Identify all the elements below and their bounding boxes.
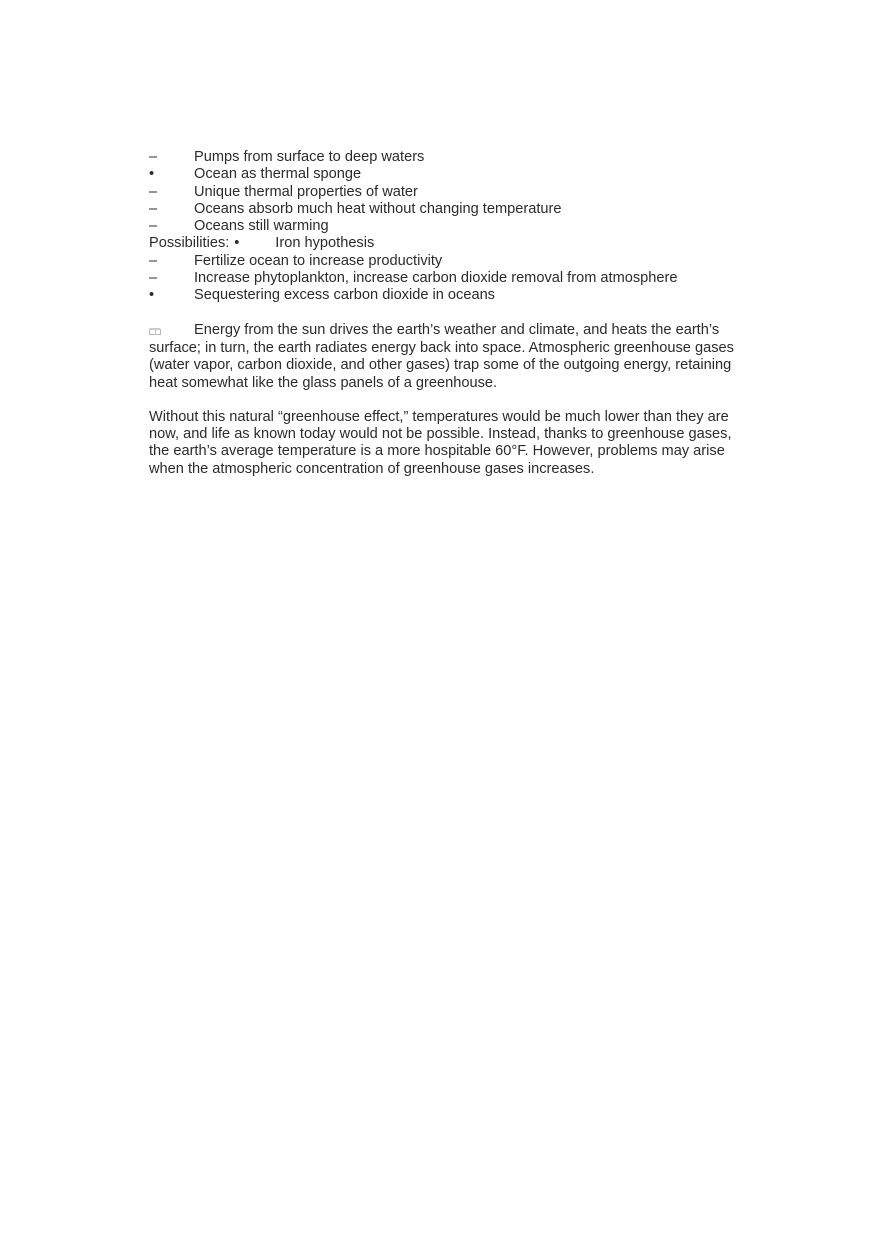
list-item [149,253,749,270]
paragraph-energy [149,322,739,392]
list-marker: – [149,183,158,200]
list-marker: – [149,200,158,217]
list-item-text: Oceans absorb much heat without changing temperature [194,200,562,217]
list-item-text: Sequestering excess carbon dioxide in oceans [194,287,495,304]
paragraph-text: Energy from the sun drives the earth’s weather and climate, and heats the earth’s surface; in turn, the earth radiates energy back into space. Atmospheric greenhouse gases (water vapor, carbon dioxide, and other gases) trap some of the outgoing energy, retaining heat somewhat like the glass panels of a greenhouse. [149,321,734,391]
list-item [149,270,749,287]
book-icon [149,328,161,335]
list-item-text: Fertilize ocean to increase productivity [194,252,443,269]
list-item-text: Increase phytoplankton, increase carbon dioxide removal from atmosphere [194,270,678,287]
document-page [149,149,749,478]
list-item [149,287,749,304]
list-item-text: Oceans still warming [194,218,329,235]
list-item [149,184,749,201]
possibilities-label: Possibilities: [149,235,230,252]
list-item [149,166,749,183]
list-marker: – [149,218,158,235]
list-marker: – [149,149,158,165]
list-item [149,218,749,235]
possibilities-line [149,235,749,252]
list-item-text: Pumps from surface to deep waters [194,149,425,165]
paragraph-indent [149,322,194,340]
list-marker: – [149,252,158,269]
list-item-text: Unique thermal properties of water [194,183,418,200]
list-item [149,201,749,218]
list-marker: • [149,166,155,183]
paragraph-greenhouse-effect: Without this natural “greenhouse effect,” temperatures would be much lower than they are now, and life as known today would not be possible. Instead, thanks to greenhouse gases, the earth’s average temperature is a more hospitable 60°F. However, problems may arise when the atmospheric concentration of greenhouse gases increases. [149,408,732,477]
list-marker: • [234,235,240,252]
list-item-text: Ocean as thermal sponge [194,166,362,183]
list-marker: • [149,287,155,304]
list-item [149,149,749,166]
list-item-text: Iron hypothesis [275,235,375,252]
list-marker: – [149,270,158,287]
